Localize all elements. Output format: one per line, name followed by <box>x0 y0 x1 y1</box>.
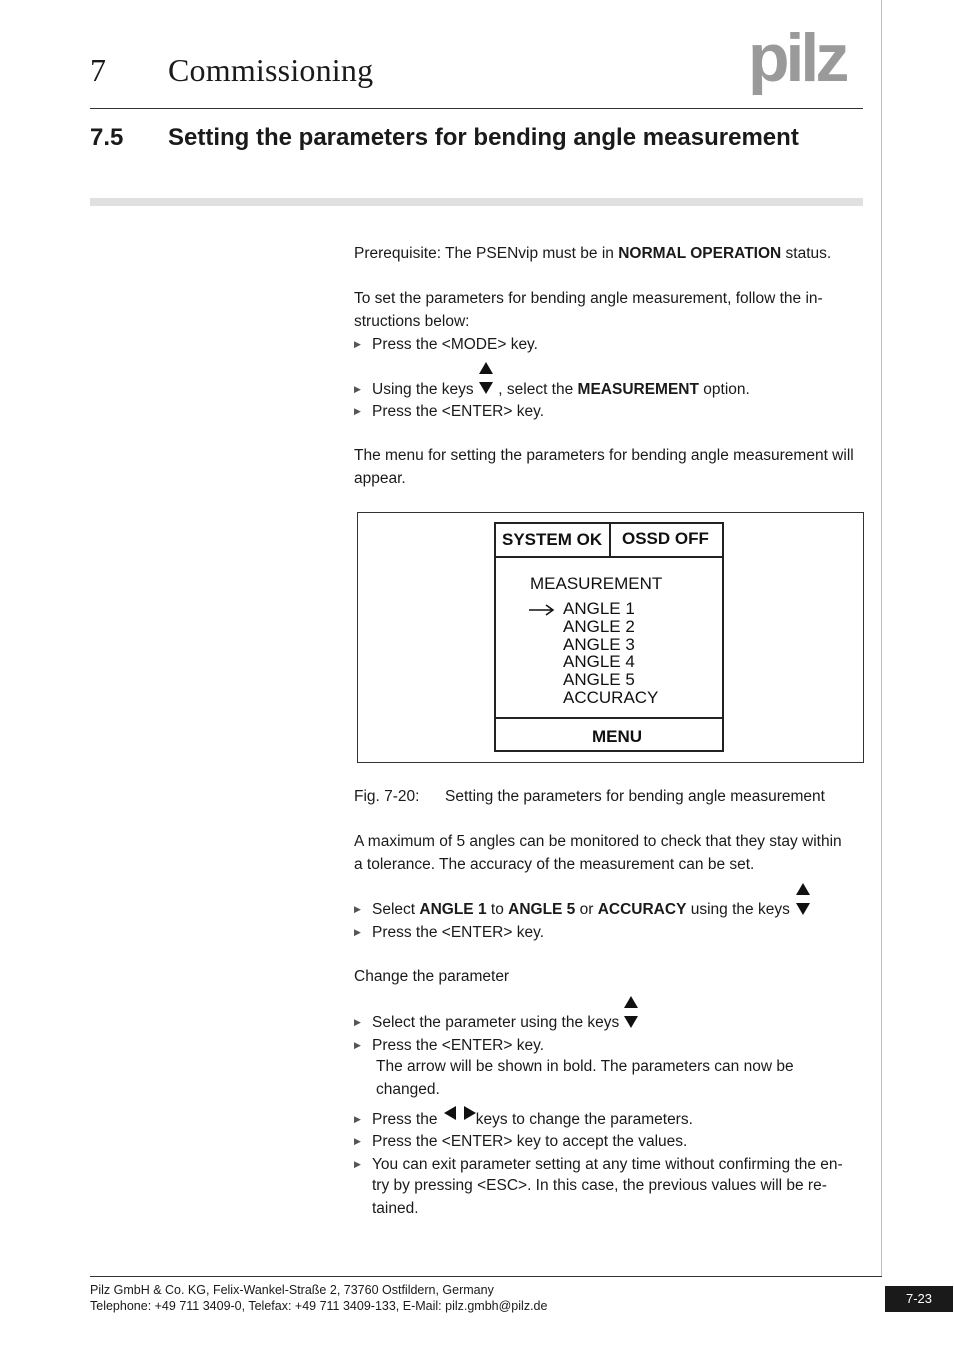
menu-item: ANGLE 4 <box>563 652 635 671</box>
menu-item: ANGLE 1 <box>563 599 635 618</box>
bullet-arrow-icon: ▶ <box>354 406 361 416</box>
prerequisite-paragraph: Prerequisite: The PSENvip must be in NORMAL OPERATION status. <box>354 245 832 262</box>
list-item: ▶ Press the keys to change the parameters. <box>354 1108 693 1132</box>
status-left: SYSTEM OK <box>502 530 603 549</box>
section-divider <box>90 198 863 206</box>
bullet-arrow-icon: ▶ <box>354 384 361 394</box>
list-item: ▶ Press the <ENTER> key. <box>354 921 544 945</box>
up-down-keys-icon <box>624 1011 640 1033</box>
list-item: ▶ Press the <ENTER> key to accept the values. <box>354 1130 687 1154</box>
display-divider <box>496 556 722 558</box>
up-arrow-icon <box>624 996 638 1008</box>
intro-paragraph: To set the parameters for bending angle measurement, follow the in- structions below: <box>354 290 823 330</box>
change-parameter-text: Change the parameter <box>354 968 510 985</box>
up-down-keys-icon <box>478 378 494 400</box>
down-arrow-icon <box>479 382 493 394</box>
menu-item: ANGLE 2 <box>563 617 635 636</box>
page-number: 7-23 <box>885 1286 953 1312</box>
max-angles-paragraph: A maximum of 5 angles can be monitored to check that they stay within a tolerance. The accuracy of the measurement can be set. <box>354 833 842 873</box>
left-arrow-icon <box>444 1106 456 1120</box>
menu-item: ACCURACY <box>563 688 659 707</box>
footer-contact: Telephone: +49 711 3409-0, Telefax: +49 711 3409-133, E-Mail: pilz.gmbh@pilz.de <box>90 1299 548 1313</box>
chapter-title: Commissioning <box>168 52 374 88</box>
list-item: ▶ Press the <MODE> key. <box>354 333 538 357</box>
list-item: ▶ Using the keys , select the MEASUREMENT option. <box>354 378 750 402</box>
bullet-arrow-icon: ▶ <box>354 1017 361 1027</box>
menu-title: MEASUREMENT <box>530 574 663 593</box>
arrow-bold-note: The arrow will be shown in bold. The parameters can now be changed. <box>376 1058 794 1098</box>
logo-text: pilz <box>748 26 846 96</box>
selection-arrow-icon <box>529 604 555 616</box>
menu-item: ANGLE 5 <box>563 670 635 689</box>
up-down-keys-icon <box>796 898 812 920</box>
down-arrow-icon <box>796 903 810 915</box>
menu-paragraph: The menu for setting the parameters for bending angle measurement will appear. <box>354 447 854 487</box>
display-footer: MENU <box>592 727 643 746</box>
list-item-continuation: try by pressing <ESC>. In this case, the previous values will be re- <box>372 1177 827 1194</box>
list-item: ▶ Select ANGLE 1 to ANGLE 5 or ACCURACY using the keys <box>354 898 812 922</box>
chapter-number: 7 <box>90 52 107 88</box>
figure-label: Fig. 7-20: <box>354 788 420 805</box>
list-item: ▶ You can exit parameter setting at any time without confirming the en- <box>354 1153 843 1177</box>
pilz-logo <box>746 26 866 96</box>
bullet-arrow-icon: ▶ <box>354 927 361 937</box>
status-right: OSSD OFF <box>622 529 709 548</box>
header-rule <box>90 108 863 109</box>
figure-caption: Setting the parameters for bending angle measurement <box>445 788 825 805</box>
bullet-arrow-icon: ▶ <box>354 1040 361 1050</box>
down-arrow-icon <box>624 1016 638 1028</box>
bullet-arrow-icon: ▶ <box>354 1159 361 1169</box>
device-display <box>494 522 724 752</box>
list-item: ▶ Press the <ENTER> key. <box>354 400 544 424</box>
up-arrow-icon <box>479 362 493 374</box>
footer-address: Pilz GmbH & Co. KG, Felix-Wankel-Straße 2, 73760 Ostfildern, Germany <box>90 1283 494 1297</box>
up-arrow-icon <box>796 883 810 895</box>
list-item-continuation: tained. <box>372 1200 419 1217</box>
right-arrow-icon <box>464 1106 476 1120</box>
left-right-keys-icon <box>442 1108 476 1130</box>
bullet-arrow-icon: ▶ <box>354 904 361 914</box>
list-item: ▶ Press the <ENTER> key. <box>354 1034 544 1058</box>
list-item: ▶ Select the parameter using the keys <box>354 1011 640 1035</box>
footer-rule <box>90 1276 882 1277</box>
bullet-arrow-icon: ▶ <box>354 1114 361 1124</box>
display-divider <box>609 524 611 556</box>
display-divider <box>496 717 722 719</box>
section-number: 7.5 <box>90 124 124 151</box>
menu-item: ANGLE 3 <box>563 635 635 654</box>
bullet-arrow-icon: ▶ <box>354 1136 361 1146</box>
section-title: Setting the parameters for bending angle measurement <box>168 124 799 151</box>
bullet-arrow-icon: ▶ <box>354 339 361 349</box>
